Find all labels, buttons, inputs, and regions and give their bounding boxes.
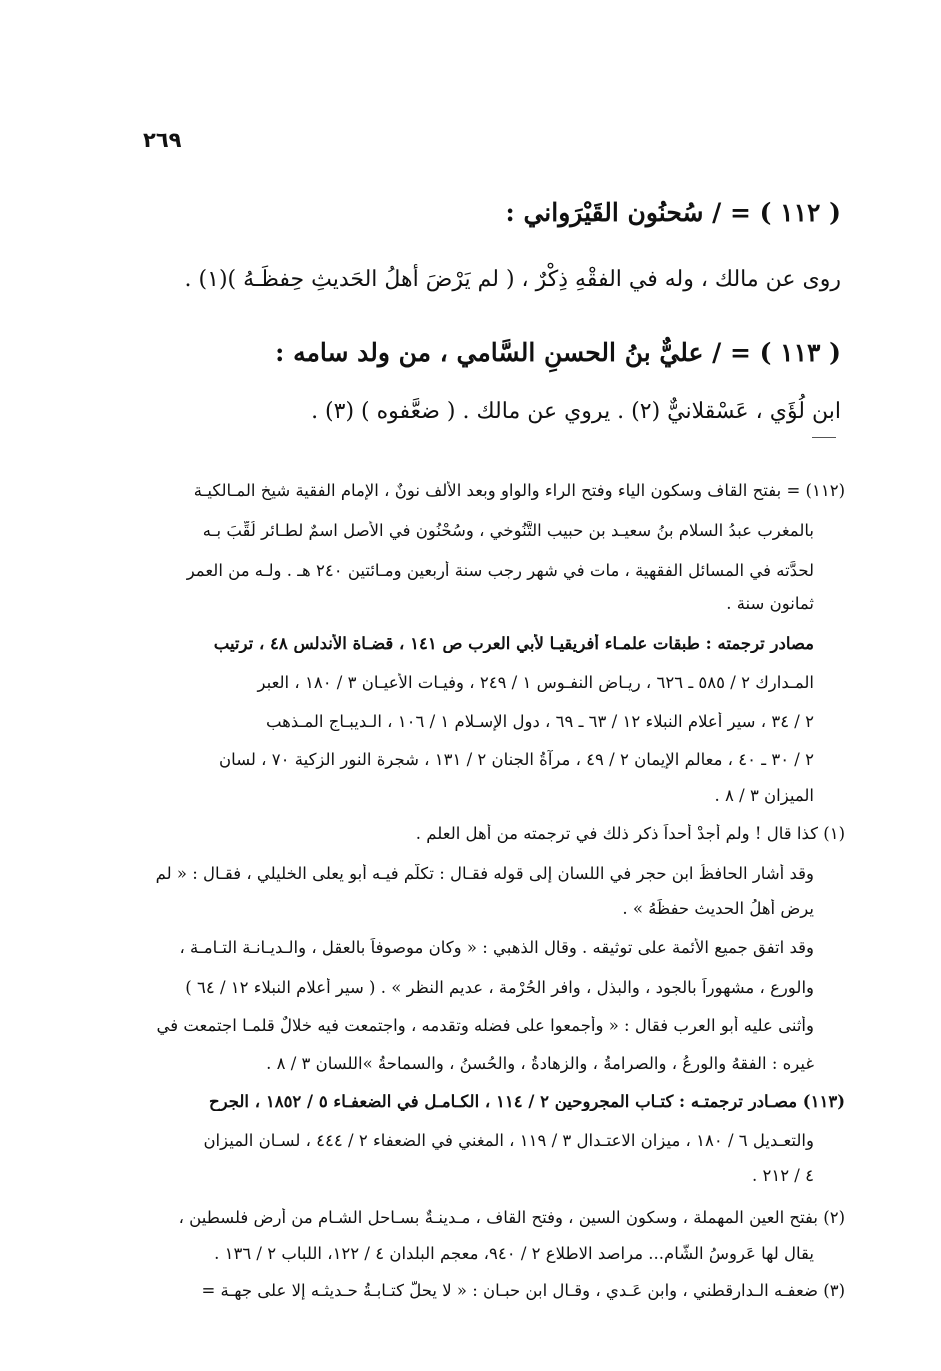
page-number: ٢٦٩ — [143, 128, 182, 152]
footnote-1-line: وأثنى عليه أبو العرب فقال : « وأجمعوا على فضله وتقدمه ، واجتمعت فيه خلالٌ قلمـا اجتمعت في — [156, 1016, 814, 1035]
footnote-112-sources-line: ٢ / ٣٠ ـ ٤٠ ، معالم الإيمان ٢ / ٤٩ ، مرآةُ الجنان ٢ / ١٣١ ، شجرة النور الزكية ٧٠ ، لسان — [219, 750, 814, 769]
footnote-112-line: لحدَّته في المسائل الفقهية ، مات في شهر رجب سنة أربعين ومـائتين ٢٤٠ هـ . ولـه من العمر — [186, 561, 814, 580]
footnote-112-sources-line: ٢ / ٣٤ ، سير أعلام النبلاء ١٢ / ٦٣ ـ ٦٩ ، دول الإسـلام ١ / ١٠٦ ، الـديبـاج المـذهب — [265, 712, 814, 731]
footnote-1-line: (١) كذا قال ! ولم أجدْ أحداً ذكر ذلك في ترجمته من أهل العلم . — [415, 824, 845, 843]
footnote-112-sources-line: المـدارك ٢ / ٥٨٥ ـ ٦٢٦ ، ريـاض النفـوس ١ / ٢٤٩ ، وفيـات الأعيـان ٣ / ١٨٠ ، العبر — [257, 673, 814, 692]
entry-113-heading: ( ١١٣ ) = / عليٌّ بنُ الحسنِ السَّامي ، من ولد سامه : — [275, 338, 841, 367]
footnote-2-line: (٢) بفتح العين المهملة ، وسكون السين ، وفتح القاف ، مـدينـةٌ بسـاحلِ الشـام من أرض فلسطين ، — [178, 1208, 845, 1227]
footnote-113-line: والتعـديل ٦ / ١٨٠ ، ميزان الاعتـدال ٣ / ١١٩ ، المغني في الضعفاء ٢ / ٤٤٤ ، لسـان الميزان — [203, 1131, 814, 1150]
footnote-separator — [812, 437, 836, 438]
footnote-112-sources-line: الميزان ٣ / ٨ . — [714, 786, 814, 805]
footnote-1-line: وقد اتفق جميع الأئمة على توثيقه . وقال الذهبي : « وكان موصوفاً بالعقل ، والـديـانـة التـامـة ، — [179, 938, 814, 957]
footnote-112-sources-line: مصادر ترجمته : طبقات علمـاء أفريقيـا لأبي العرب ص ١٤١ ، قضـاة الأندلس ٤٨ ، ترتيب — [213, 634, 814, 653]
footnote-112-line: (١١٢) = بفتح القاف وسكون الياء وفتح الراء والواو وبعد الألف نونٌ ، الإمام الفقية شيخ المـالكيـة — [193, 481, 845, 500]
footnote-2-line: يقال لها عَروسُ الشّام... مراصد الاطلاع ٢ / ٩٤٠، معجم البلدان ٤ / ١٢٢، اللباب ٢ / ١٣٦ . — [214, 1244, 814, 1263]
entry-112-heading: ( ١١٢ ) = / سُحنُون القَيْرَواني : — [505, 198, 841, 227]
footnote-112-line: بالمغرب عبدُ السلام بنُ سعيـد بن حبيب التَّنُوخي ، وسُحْنُون في الأصل اسمٌ لطـائر لُقِّبَ بـه — [202, 521, 814, 540]
footnote-113-line: (١١٣) مصـادر ترجمتـه : كتـاب المجروحين ٢ / ١١٤ ، الكـامـل في الضعفـاء ٥ / ١٨٥٢ ، الجرح — [209, 1092, 845, 1111]
footnote-1-line: غيره : الفقهُ والورعُ ، والصرامةُ ، والزهادةُ ، والحُسنُ ، والسماحةُ »اللسان ٣ / ٨ . — [266, 1054, 814, 1073]
footnote-1-line: والورع ، مشهوراً بالجود ، والبذل ، وافر الحُرْمة ، عديم النظر » . ( سير أعلام النبلاء ١٢ / ٦٤ ) — [185, 978, 814, 997]
footnote-113-line: ٤ / ٢١٢ . — [751, 1166, 814, 1185]
entry-112-body: روى عن مالك ، وله في الفقْهِ ذِكْرٌ ، ( لم يَرْضَ أهلُ الحَديثِ حِفظَـهُ )(١) . — [184, 267, 841, 292]
footnote-1-line: وقد أشار الحافظُ ابن حجر في اللسان إلى قوله فقـال : تكلّم فيـه أبو يعلى الخليلي ، فقـال : « لم — [155, 864, 814, 883]
footnote-112-line: ثمانون سنة . — [726, 594, 814, 613]
footnote-1-line: يرض أهلُ الحديث حفظَهُ » . — [622, 899, 814, 918]
entry-113-body: ابن لُؤَي ، عَسْقلانيٌّ (٢) . يروي عن مالك . ( ضعَّفوه ) (٣) . — [311, 399, 841, 424]
footnote-3-line: (٣) ضعفـه الـدارقطني ، وابن عَـدي ، وقـال ابن حبـان : « لا يحلُّ كتـابـةُ حـديثـه إلا على جهـة = — [201, 1281, 845, 1300]
